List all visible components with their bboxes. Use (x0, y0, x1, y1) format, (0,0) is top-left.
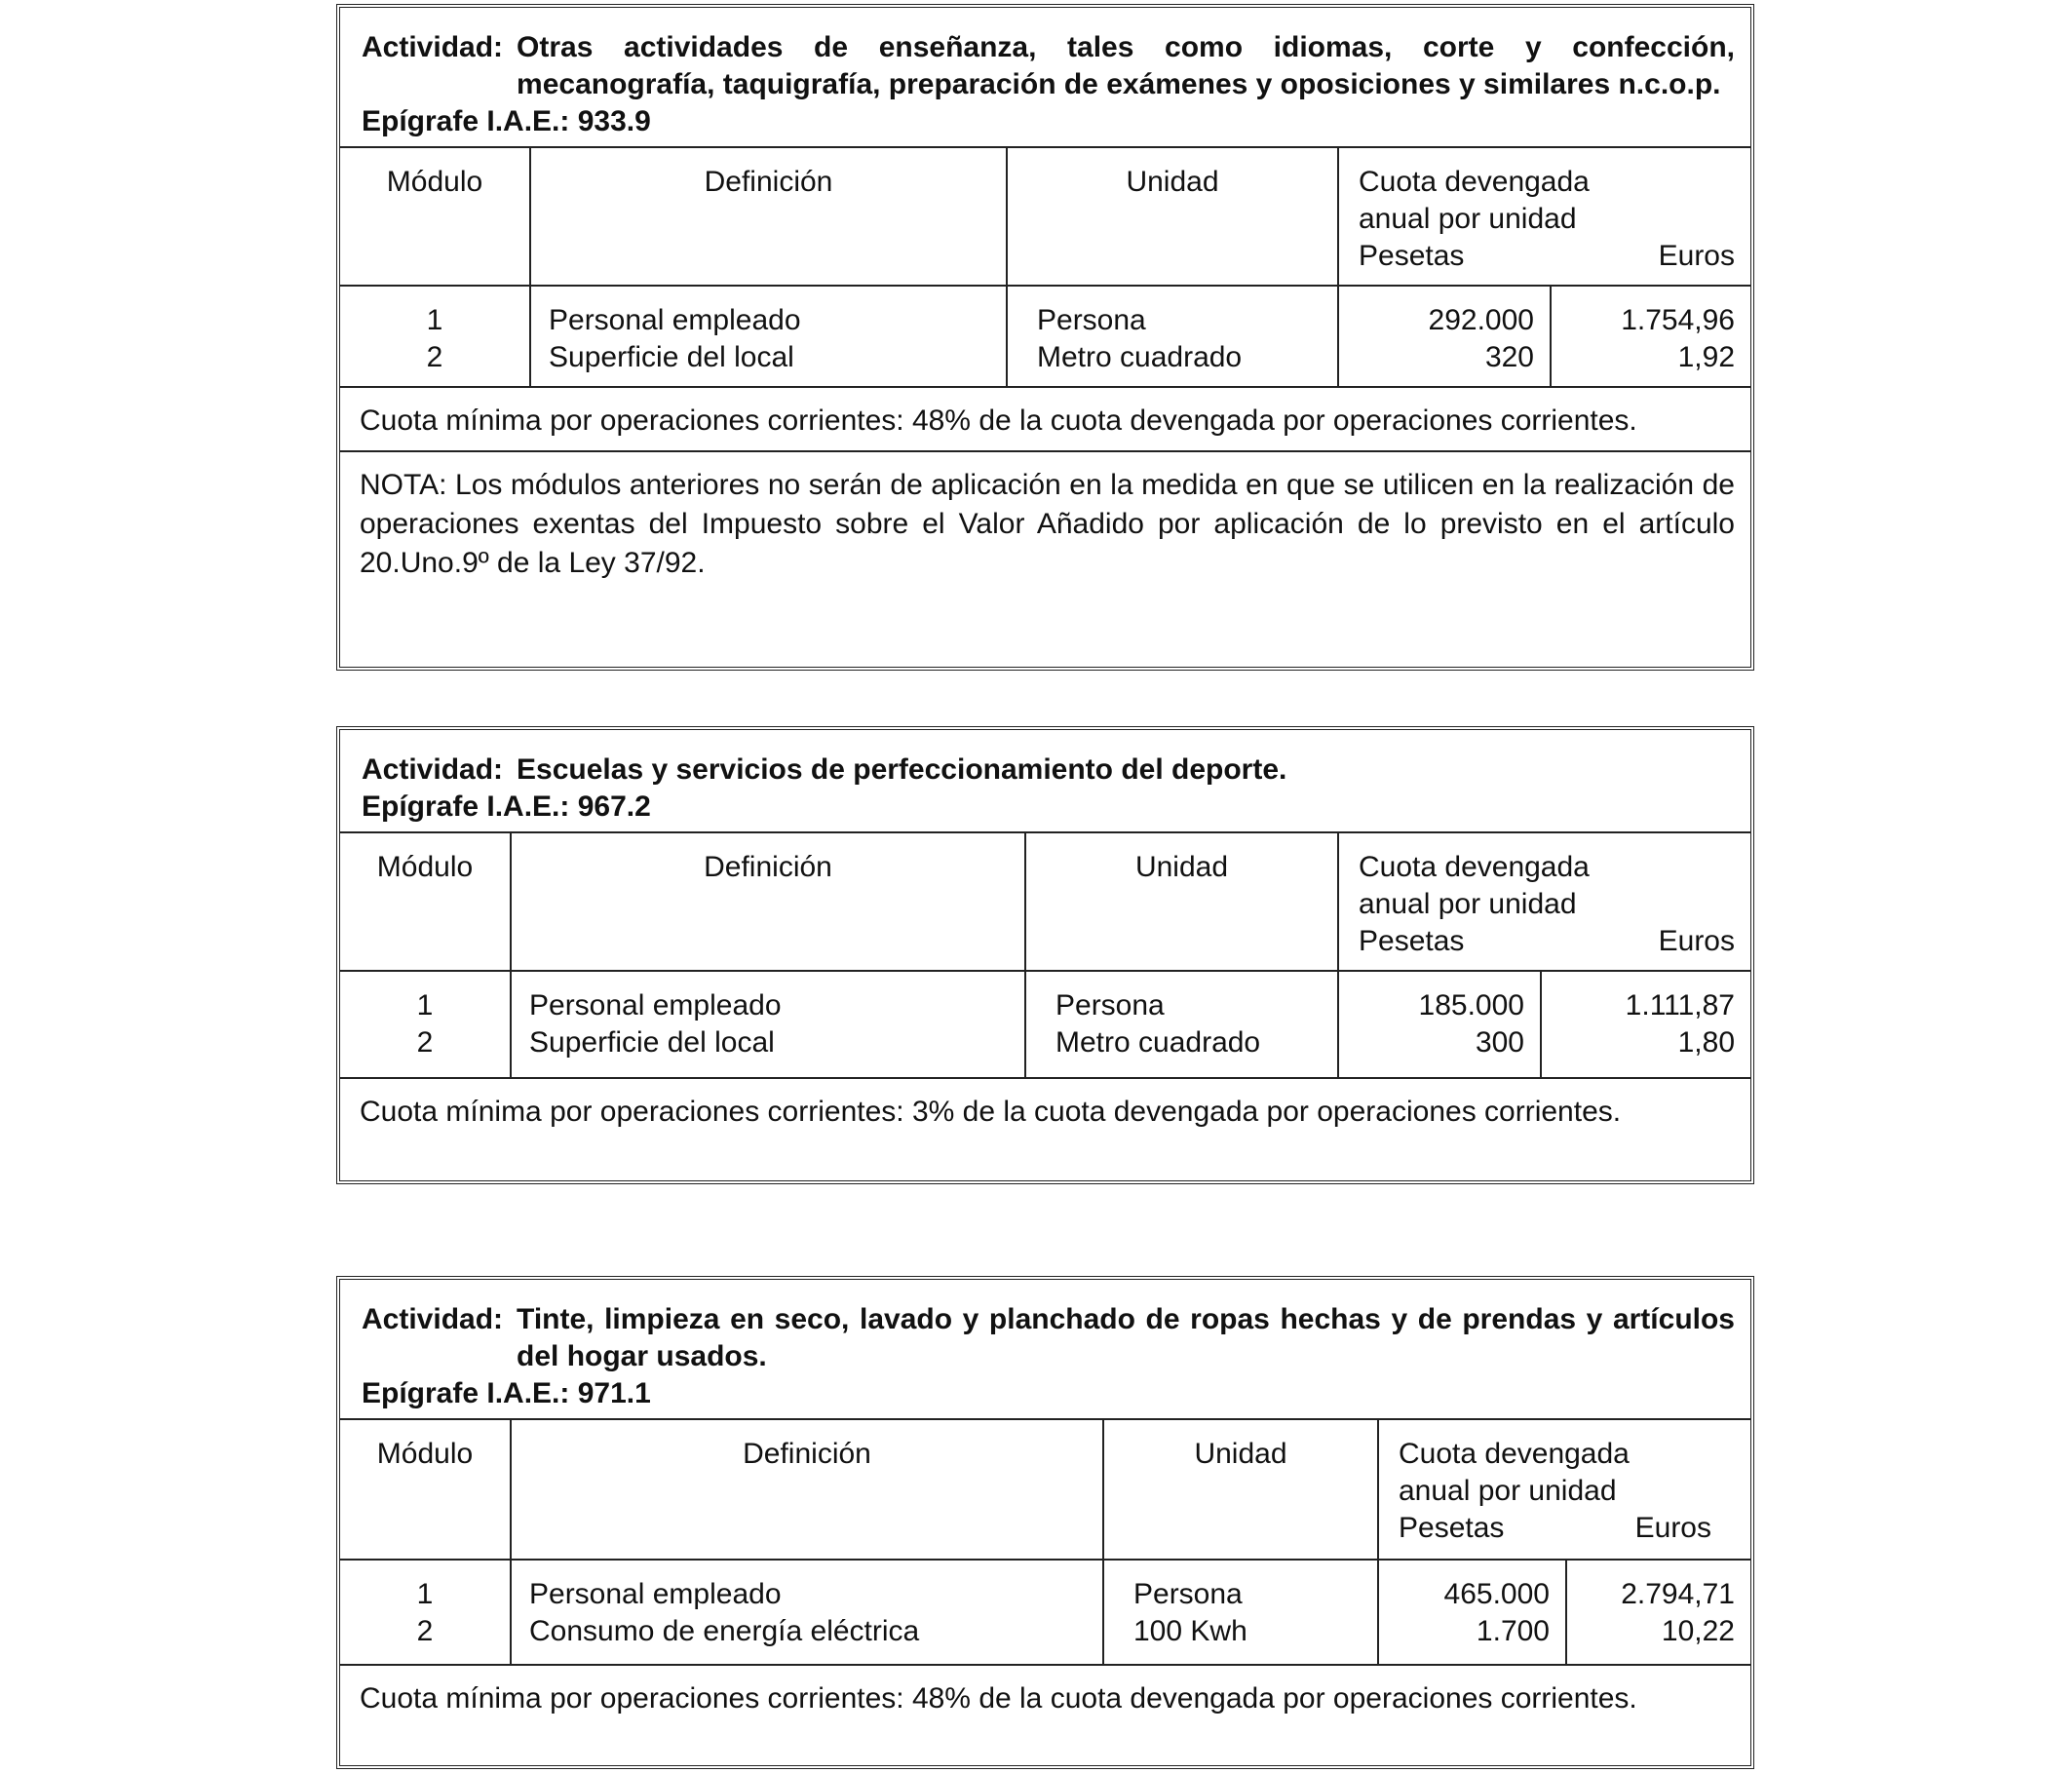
header-unidad: Unidad (1103, 1419, 1378, 1560)
header-definicion: Definición (511, 1419, 1103, 1560)
modulo-2: 2 (416, 1026, 434, 1059)
header-euros: Euros (1658, 240, 1735, 272)
modules-table (340, 1418, 1750, 1666)
header-pesetas: Pesetas (1399, 1512, 1505, 1544)
actividad-text: Otras actividades de enseñanza, tales como idiomas, corte y confección, mecanografía, taquigrafía, preparación de exámenes y oposiciones y similares n.c.o.p. (517, 31, 1735, 100)
header-cuota-line1: Cuota devengada (1399, 1438, 1630, 1470)
epigrafe: Epígrafe I.A.E.: 971.1 (362, 1377, 651, 1409)
definicion-cell (511, 1560, 1103, 1665)
euros-2: 1,80 (1677, 1026, 1735, 1059)
header-cuota (1338, 832, 1750, 971)
modulo-cell (340, 286, 530, 387)
epigrafe: Epígrafe I.A.E.: 933.9 (362, 105, 651, 137)
header-cuota (1378, 1419, 1750, 1560)
header-modulo: Módulo (340, 1419, 511, 1560)
definicion-2: Superficie del local (529, 1026, 775, 1059)
definicion-cell (511, 971, 1025, 1078)
unidad-1: Persona (1133, 1578, 1243, 1610)
unidad-cell (1025, 971, 1338, 1078)
euros-cell (1551, 286, 1750, 387)
header-modulo: Módulo (340, 147, 530, 286)
modulo-cell (340, 1560, 511, 1665)
pesetas-1: 292.000 (1428, 304, 1534, 336)
header-unidad: Unidad (1025, 832, 1338, 971)
modulo-1: 1 (416, 1578, 434, 1610)
definicion-cell (530, 286, 1007, 387)
euros-1: 1.111,87 (1625, 989, 1735, 1021)
pesetas-cell (1338, 286, 1551, 387)
cuota-minima: Cuota mínima por operaciones corrientes: 48% de la cuota devengada por operaciones corrientes. (360, 1682, 1637, 1715)
actividad-label: Actividad: (362, 1303, 504, 1335)
pesetas-2: 1.700 (1476, 1615, 1550, 1647)
modulo-2: 2 (426, 341, 443, 373)
unidad-cell (1103, 1560, 1378, 1665)
modules-table (340, 146, 1750, 388)
header-cuota-line2: anual por unidad (1359, 203, 1577, 235)
header-definicion: Definición (530, 147, 1007, 286)
header-cuota-line2: anual por unidad (1359, 888, 1577, 920)
epigrafe: Epígrafe I.A.E.: 967.2 (362, 790, 651, 823)
header-unidad: Unidad (1007, 147, 1338, 286)
header-definicion: Definición (511, 832, 1025, 971)
activity-box-967-2 (336, 726, 1754, 1184)
activity-header (340, 1280, 1750, 1418)
euros-cell (1566, 1560, 1750, 1665)
pesetas-cell (1338, 971, 1541, 1078)
header-pesetas: Pesetas (1359, 925, 1465, 957)
modules-table (340, 831, 1750, 1079)
definicion-1: Personal empleado (529, 1578, 782, 1610)
activity-header (340, 8, 1750, 146)
definicion-1: Personal empleado (529, 989, 782, 1021)
actividad-label: Actividad: (362, 31, 504, 63)
euros-cell (1541, 971, 1750, 1078)
activity-box-971-1 (336, 1276, 1754, 1769)
definicion-2: Consumo de energía eléctrica (529, 1615, 920, 1647)
unidad-2: 100 Kwh (1133, 1615, 1247, 1647)
unidad-2: Metro cuadrado (1055, 1026, 1261, 1059)
modulo-1: 1 (416, 989, 434, 1021)
modulo-cell (340, 971, 511, 1078)
euros-1: 1.754,96 (1621, 304, 1735, 336)
cuota-minima: Cuota mínima por operaciones corrientes: 48% de la cuota devengada por operaciones corrientes. (360, 405, 1637, 437)
activity-box-933-9 (336, 4, 1754, 671)
pesetas-2: 320 (1484, 341, 1534, 373)
pesetas-1: 185.000 (1418, 989, 1524, 1021)
euros-2: 1,92 (1677, 341, 1735, 373)
header-pesetas: Pesetas (1359, 240, 1465, 272)
header-euros: Euros (1658, 925, 1735, 957)
pesetas-cell (1378, 1560, 1566, 1665)
header-modulo: Módulo (340, 832, 511, 971)
definicion-2: Superficie del local (549, 341, 794, 373)
header-euros: Euros (1634, 1512, 1711, 1544)
cuota-minima: Cuota mínima por operaciones corrientes: 3% de la cuota devengada por operaciones corrientes. (360, 1096, 1622, 1128)
pesetas-1: 465.000 (1443, 1578, 1550, 1610)
actividad-text: Tinte, limpieza en seco, lavado y planchado de ropas hechas y de prendas y artículos del hogar usados. (517, 1303, 1735, 1372)
activity-header (340, 730, 1750, 831)
unidad-cell (1007, 286, 1338, 387)
modulo-1: 1 (426, 304, 443, 336)
unidad-1: Persona (1055, 989, 1165, 1021)
unidad-2: Metro cuadrado (1037, 341, 1243, 373)
actividad-label: Actividad: (362, 753, 504, 786)
euros-1: 2.794,71 (1621, 1578, 1735, 1610)
header-cuota-line1: Cuota devengada (1359, 166, 1590, 198)
definicion-1: Personal empleado (549, 304, 801, 336)
modulo-2: 2 (416, 1615, 434, 1647)
unidad-1: Persona (1037, 304, 1146, 336)
euros-2: 10,22 (1661, 1615, 1735, 1647)
header-cuota (1338, 147, 1750, 286)
header-cuota-line2: anual por unidad (1399, 1475, 1617, 1507)
actividad-text: Escuelas y servicios de perfeccionamiento del deporte. (517, 753, 1287, 786)
nota: NOTA: Los módulos anteriores no serán de aplicación en la medida en que se utilicen en la realización de operaciones exentas del Impuesto sobre el Valor Añadido por aplicación de lo previsto en el artículo 20.Uno.9º de la Ley 37/92. (340, 450, 1750, 593)
header-cuota-line1: Cuota devengada (1359, 851, 1590, 883)
pesetas-2: 300 (1475, 1026, 1524, 1059)
